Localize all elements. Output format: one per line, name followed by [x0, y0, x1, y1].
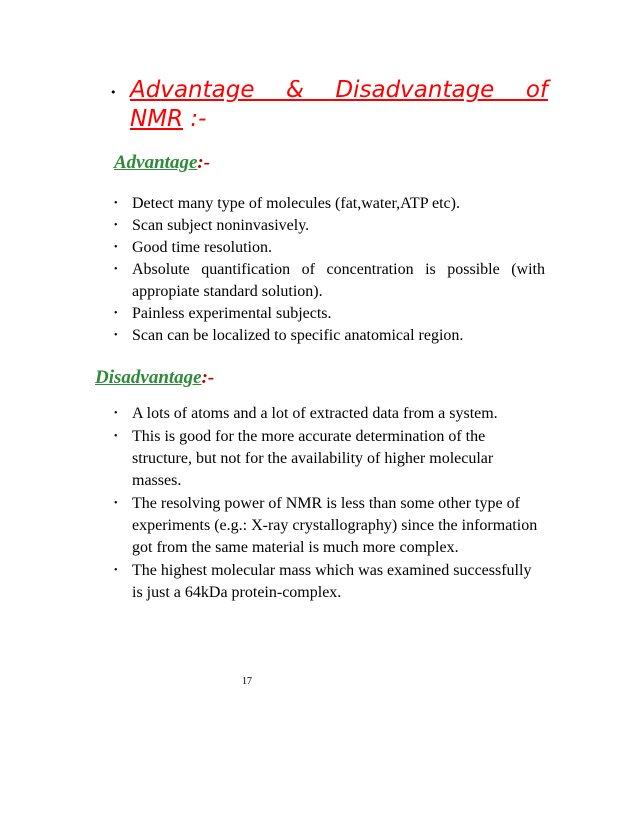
- disadvantage-subheading: [95, 366, 214, 390]
- heading-nmr: NMR: [130, 106, 184, 132]
- list-item: • Good time resolution.: [114, 237, 545, 259]
- disadvantage-title: Disadvantage: [95, 367, 202, 388]
- list-item: • This is good for the more accurate determination of the structure, but not for the availability of higher molecular masses.: [114, 426, 544, 492]
- heading-bullet: •: [110, 86, 117, 99]
- list-item: • Scan can be localized to specific anatomical region.: [114, 325, 545, 347]
- list-item: • The resolving power of NMR is less than some other type of experiments (e.g.: X-ray crystallography) since the information got from the same material is much more complex.: [114, 493, 544, 559]
- advantage-suffix: :-: [197, 152, 211, 173]
- list-item: • Scan subject noninvasively.: [114, 215, 545, 237]
- list-item: • Absolute quantification of concentration is possible (with appropiate standard solution).: [114, 259, 545, 303]
- advantage-subheading: [114, 151, 210, 175]
- list-item: • A lots of atoms and a lot of extracted data from a system.: [114, 403, 544, 425]
- advantage-title: Advantage: [114, 152, 198, 173]
- disadvantage-suffix: :-: [201, 367, 215, 388]
- page-number: 17: [242, 676, 252, 687]
- disadvantage-list: [114, 403, 544, 605]
- list-item: • The highest molecular mass which was examined successfully is just a 64kDa protein-complex.: [114, 560, 544, 604]
- heading-line-2: [130, 105, 548, 134]
- heading-suffix: :-: [183, 106, 207, 132]
- list-item: • Painless experimental subjects.: [114, 303, 545, 325]
- heading-line-1: Advantage & Disadvantage of: [130, 77, 548, 103]
- advantage-list: [114, 193, 545, 347]
- section-heading: [108, 76, 548, 134]
- list-item: • Detect many type of molecules (fat,water,ATP etc).: [114, 193, 545, 215]
